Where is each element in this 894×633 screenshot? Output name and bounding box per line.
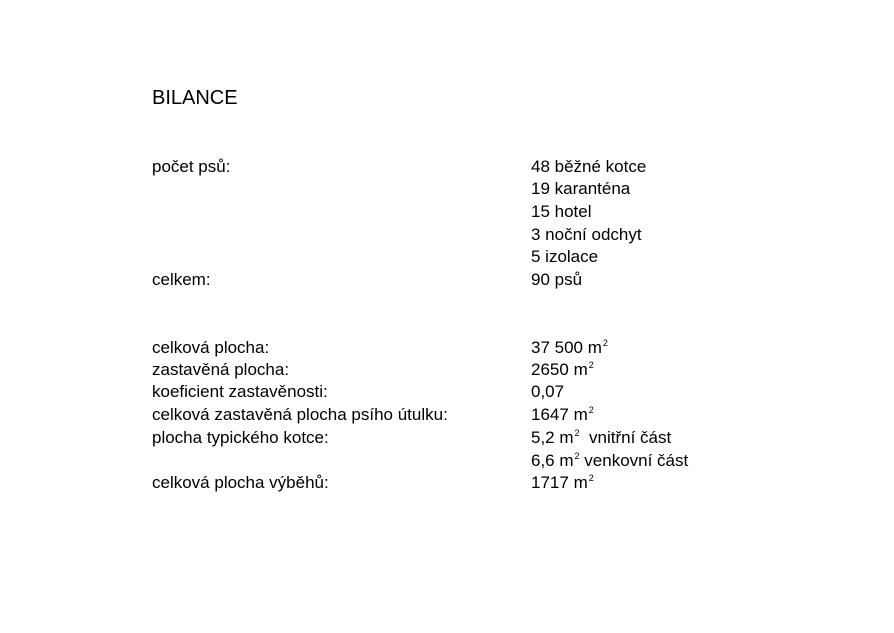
kennel-outer-number: 6,6	[531, 451, 555, 470]
unit-base: m	[573, 360, 588, 379]
unit-exponent: 2	[574, 451, 580, 461]
shelter-area-number: 1647	[531, 405, 569, 424]
unit-base: m	[573, 405, 588, 424]
kennel-inner-number: 5,2	[531, 428, 555, 447]
unit-exponent: 2	[588, 360, 594, 370]
built-area-number: 2650	[531, 360, 569, 379]
coefficient-label: koeficient zastavěnosti:	[152, 382, 328, 401]
dog-count-row	[0, 178, 894, 200]
dog-count-item: 5 izolace	[531, 247, 599, 266]
dog-count-label: počet psů:	[152, 157, 231, 176]
dog-total-value: 90 psů	[531, 270, 583, 289]
dog-count-item: 3 noční odchyt	[531, 225, 642, 244]
runs-area-number: 1717	[531, 473, 569, 492]
dog-count-row	[0, 246, 894, 268]
built-area-label: zastavěná plocha:	[152, 360, 290, 379]
dog-count-item: 15 hotel	[531, 202, 592, 221]
unit-exponent: 2	[588, 473, 594, 483]
coefficient-row	[0, 381, 894, 403]
dog-count-row	[0, 201, 894, 223]
kennel-inner-suffix: vnitřní část	[589, 428, 672, 447]
shelter-area-label: celková zastavěná plocha psího útulku:	[152, 405, 448, 424]
kennel-outer-suffix: venkovní část	[584, 451, 689, 470]
kennel-outer-row	[0, 450, 894, 472]
shelter-area-row	[0, 404, 894, 426]
unit-base: m	[587, 338, 602, 357]
runs-area-label: celková plocha výběhů:	[152, 473, 329, 492]
built-area-value	[531, 359, 594, 381]
runs-area-row	[0, 472, 894, 494]
shelter-area-value	[531, 404, 594, 426]
total-area-label: celková plocha:	[152, 338, 270, 357]
runs-area-value	[531, 472, 594, 494]
kennel-inner-value	[531, 427, 671, 449]
unit-base: m	[559, 451, 574, 470]
dog-total-row	[0, 269, 894, 291]
total-area-row	[0, 337, 894, 359]
unit-base: m	[559, 428, 574, 447]
dog-count-row	[0, 224, 894, 246]
total-area-number: 37 500	[531, 338, 583, 357]
dog-count-row	[0, 156, 894, 178]
coefficient-value: 0,07	[531, 382, 565, 401]
unit-exponent: 2	[574, 428, 580, 438]
page-title: BILANCE	[152, 87, 238, 109]
kennel-area-row	[0, 427, 894, 449]
built-area-row	[0, 359, 894, 381]
total-area-value	[531, 337, 608, 359]
dog-count-item: 48 běžné kotce	[531, 157, 647, 176]
unit-base: m	[573, 473, 588, 492]
kennel-outer-value	[531, 450, 688, 472]
dog-total-label: celkem:	[152, 270, 211, 289]
unit-exponent: 2	[588, 405, 594, 415]
dog-count-item: 19 karanténa	[531, 179, 631, 198]
kennel-area-label: plocha typického kotce:	[152, 428, 329, 447]
unit-exponent: 2	[602, 338, 608, 348]
